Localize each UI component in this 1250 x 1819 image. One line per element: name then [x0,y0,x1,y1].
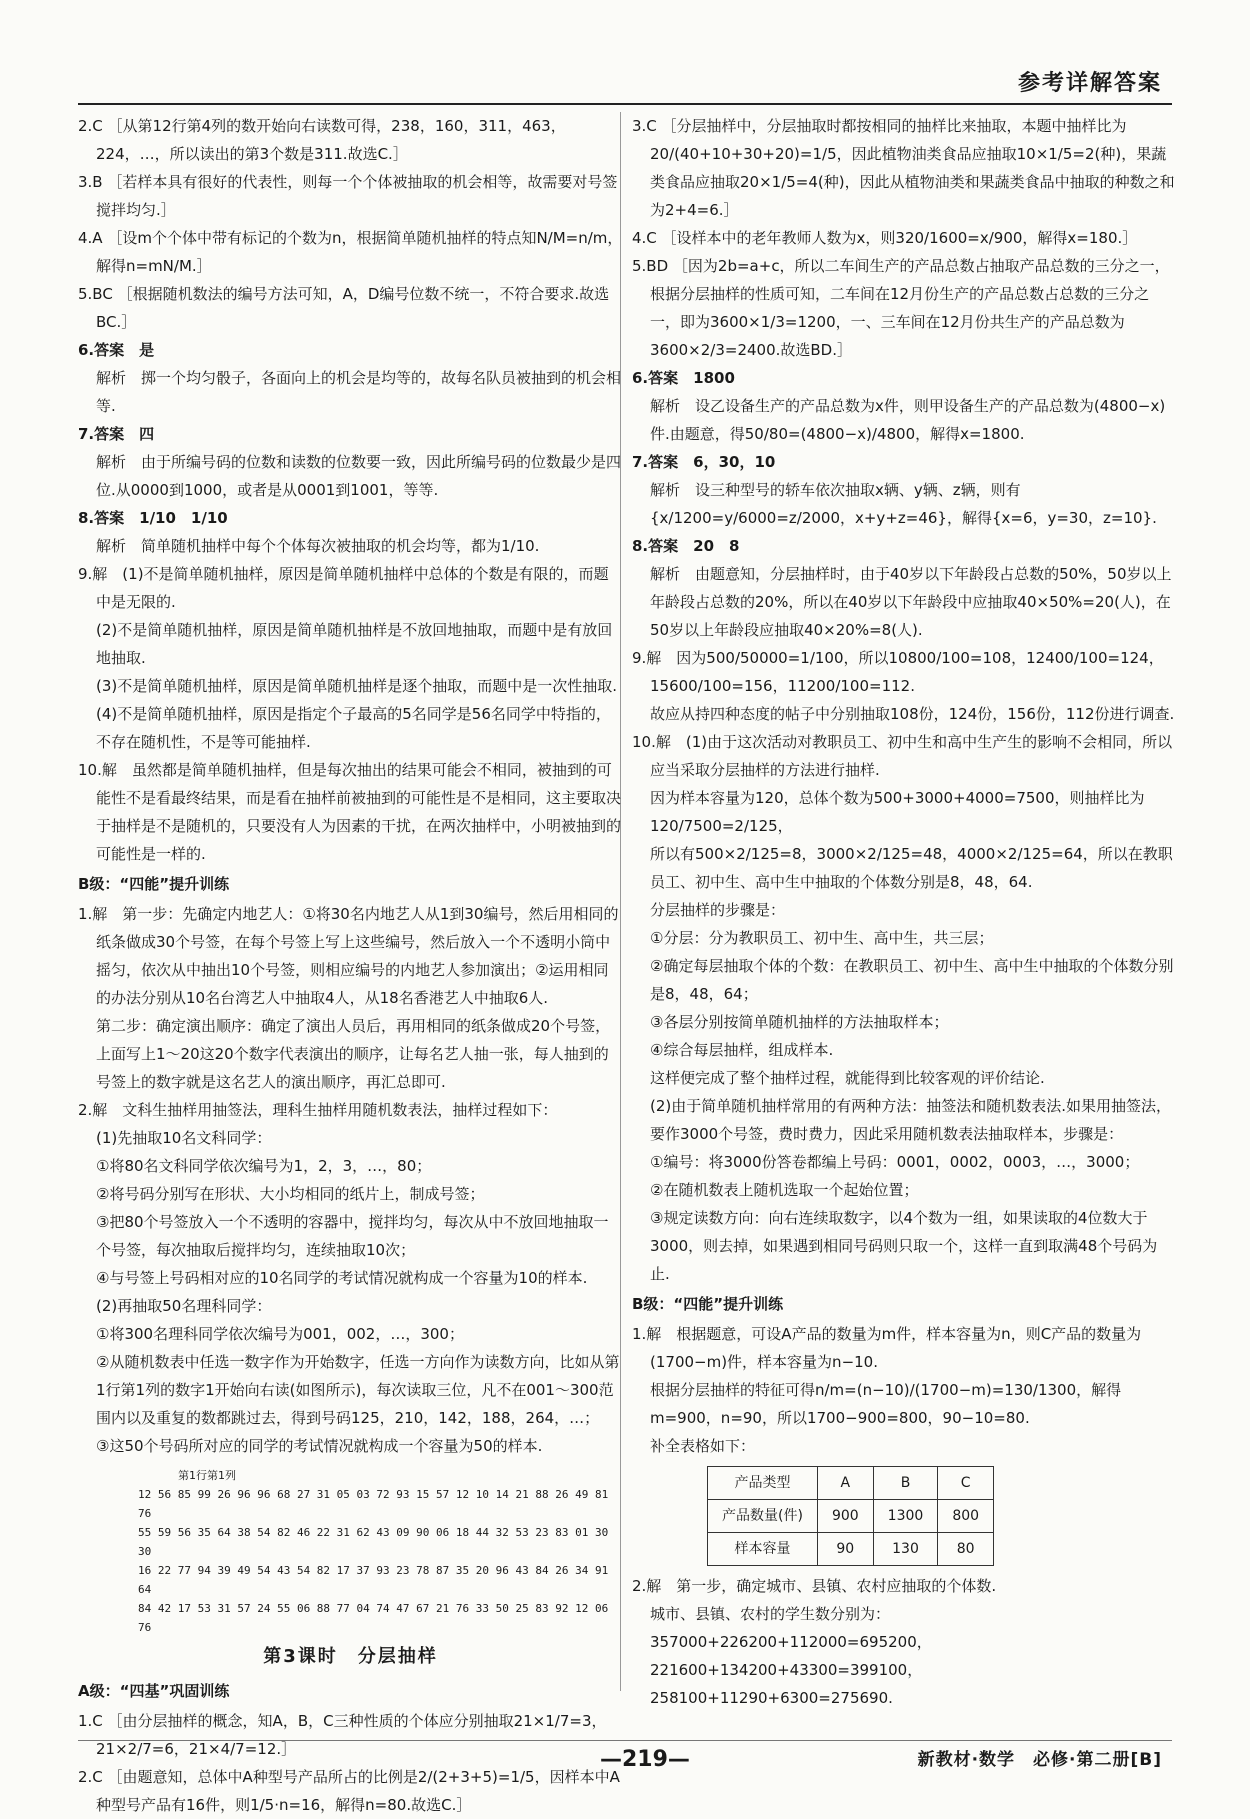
answer-line: ③规定读数方向：向右连续取数字，以4个数为一组，如果读取的4位数大于3000，则去掉，如果遇到相同号码则只取一个，这样一直到取满48个号码为止. [650,1209,1158,1283]
answer-line: 解析 设三种型号的轿车依次抽取x辆、y辆、z辆，则有{x/1200=y/6000=z/2000，x+y+z=46}，解得{x=6，y=30，z=10}. [650,481,1157,527]
answer-line: 2.解 文科生抽样用抽签法，理科生抽样用随机数表法，抽样过程如下： [78,1101,558,1119]
answer-line: 1.解 根据题意，可设A产品的数量为m件，样本容量为n，则C产品的数量为(1700−m)件，样本容量为n−10. [632,1325,1142,1371]
answer-line: ①将300名理科同学依次编号为001，002，…，300； [96,1325,464,1343]
book-title: 新教材·数学 必修·第二册[B] [917,1750,1162,1770]
answer-line: 221600+134200+43300=399100， [650,1661,923,1679]
answer-line: 分层抽样的步骤是： [650,901,786,919]
answer-line: 7.答案 6，30，10 [632,453,776,471]
table-cell: 900 [817,1500,873,1533]
random-table-label: 第1行第1列 [178,1469,236,1482]
footer-rule [78,1740,1172,1741]
answer-line: ②确定每层抽取个体的个数：在教职员工、初中生、高中生中抽取的个体数分别是8，48，64； [650,957,1174,1003]
answer-line: 10.解 虽然都是简单随机抽样，但是每次抽出的结果可能会不相同，被抽到的可能性不是看最终结果，而是看在抽样前被抽到的可能性是不是相同，这主要取决于抽样是不是随机的，只要没有人为因素的干扰，在两次抽样中，小明被抽到的可能性是一样的. [78,761,622,863]
answer-line: 8.答案 20 8 [632,537,740,555]
table-header-cell: B [873,1467,938,1500]
answer-line: ①将80名文科同学依次编号为1，2，3，…，80； [96,1157,432,1175]
answer-line: 补全表格如下： [650,1437,756,1455]
random-table-row: 55 59 56 35 64 38 54 82 46 22 31 62 43 09 90 06 18 44 32 53 23 83 01 30 30 [138,1526,609,1558]
answer-line: 357000+226200+112000=695200， [650,1633,932,1651]
section-heading: A级：“四基”巩固训练 [78,1682,230,1700]
page-header-title: 参考详解答案 [1017,71,1162,96]
section-heading: B级：“四能”提升训练 [78,875,230,893]
answer-line: (2)由于简单随机抽样常用的有两种方法：抽签法和随机数表法.如果用抽签法，要作3000个号签，费时费力，因此采用随机数表法抽取样本，步骤是： [650,1097,1172,1143]
answer-line: 258100+11290+6300=275690. [650,1689,893,1707]
answer-line: 2.C ［由题意知，总体中A种型号产品所占的比例是2/(2+3+5)=1/5，因样本中A种型号产品有16件，则1/5·n=16，解得n=80.故选C.］ [78,1768,620,1814]
table-header-cell: A [817,1467,873,1500]
answer-line: 7.答案 四 [78,425,155,443]
answer-line: 城市、县镇、农村的学生数分别为： [650,1605,891,1623]
answer-line: 解析 由于所编号码的位数和读数的位数要一致，因此所编号码的位数最少是四位.从0000到1000，或者是从0001到1001，等等. [96,453,622,499]
random-table-row: 16 22 77 94 39 49 54 43 54 82 17 37 93 23 78 87 35 20 96 43 84 26 34 91 64 [138,1564,609,1596]
answer-line: 解析 设乙设备生产的产品总数为x件，则甲设备生产的产品总数为(4800−x)件.由题意，得50/80=(4800−x)/4800，解得x=1800. [650,397,1166,443]
answer-line: 解析 由题意知，分层抽样时，由于40岁以下年龄段占总数的50%，50岁以上年龄段占总数的20%，所以在40岁以下年龄段中应抽取40×50%=20(人)，在50岁以上年龄段应抽取40×20%=8(人). [650,565,1172,639]
answer-line: (2)再抽取50名理科同学： [96,1297,272,1315]
answer-line: ②在随机数表上随机选取一个起始位置； [650,1181,919,1199]
answer-line: 1.C ［由分层抽样的概念，知A，B，C三种性质的个体应分别抽取21×1/7=3，21×2/7=6，21×4/7=12.］ [78,1712,607,1758]
table-header-cell: C [938,1467,994,1500]
answer-line: ③把80个号签放入一个不透明的容器中，搅拌均匀，每次从中不放回地抽取一个号签，每次抽取后搅拌均匀，连续抽取10次； [96,1213,609,1259]
right-answers-c [632,1572,1177,1712]
answer-line: 4.A ［设m个个体中带有标记的个数为n，根据简单随机抽样的特点知N/M=n/m，解得n=mN/M.］ [78,229,623,275]
answer-line: 故应从持四种态度的帖子中分别抽取108份，124份，156份，112份进行调查. [650,705,1175,723]
answer-line: 解析 掷一个均匀骰子，各面向上的机会是均等的，故每名队员被抽到的机会相等. [96,369,622,415]
answer-line: ①编号：将3000份答卷都编上号码：0001，0002，0003，…，3000； [650,1153,1140,1171]
answer-line: 9.解 因为500/50000=1/100，所以10800/100=108，12400/100=124，15600/100=156，11200/100=112. [632,649,1164,695]
right-column [632,112,1177,1712]
answer-line: 根据分层抽样的特征可得n/m=(n−10)/(1700−m)=130/1300，解得m=900，n=90，所以1700−900=800，90−10=80. [650,1381,1122,1427]
answer-line: ④综合每层抽样，组成样本. [650,1041,834,1059]
table-cell: 样本容量 [708,1533,818,1566]
answer-line: 5.BC ［根据随机数法的编号方法可知，A，D编号位数不统一，不符合要求.故选BC.］ [78,285,610,331]
answer-line: 6.答案 1800 [632,369,735,387]
answer-line: ②从随机数表中任选一数字作为开始数字，任选一方向作为读数方向，比如从第1行第1列的数字1开始向右读(如图所示)，每次读取三位，凡不在001～300范围内以及重复的数都跳过去，得到号码125，210，142，188，264，…； [96,1353,620,1427]
answer-line: 第二步：确定演出顺序：确定了演出人员后，再用相同的纸条做成20个号签，上面写上1～20这20个数字代表演出的顺序，让每名艺人抽一张，每人抽到的号签上的数字就是这名艺人的演出顺序，再汇总即可. [96,1017,611,1091]
answer-line: 9.解 (1)不是简单随机抽样，原因是简单随机抽样中总体的个数是有限的，而题中是无限的. [78,565,609,611]
table-row [708,1533,994,1566]
answer-line: (1)先抽取10名文科同学： [96,1129,272,1147]
table-cell: 90 [817,1533,873,1566]
answer-line: 解析 简单随机抽样中每个个体每次被抽取的机会均等，都为1/10. [96,537,540,555]
table-header-row [708,1467,994,1500]
answer-line: (2)不是简单随机抽样，原因是简单随机抽样是不放回地抽取，而题中是有放回地抽取. [96,621,613,667]
answer-line: 8.答案 1/10 1/10 [78,509,228,527]
left-answers-b [78,900,623,1460]
random-number-table [138,1466,623,1637]
answer-line: 这样便完成了整个抽样过程，就能得到比较客观的评价结论. [650,1069,1045,1087]
left-column [78,112,623,1819]
product-table [707,1466,994,1566]
answer-line: 3.B ［若样本具有很好的代表性，则每一个个体被抽取的机会相等，故需要对号签搅拌均匀.］ [78,173,618,219]
left-answers-a [78,112,623,868]
answer-line: ③各层分别按简单随机抽样的方法抽取样本； [650,1013,949,1031]
table-cell: 1300 [873,1500,938,1533]
table-header-cell: 产品类型 [708,1467,818,1500]
answer-line: 10.解 (1)由于这次活动对教职员工、初中生和高中生产生的影响不会相同，所以应当采取分层抽样的方法进行抽样. [632,733,1173,779]
answer-line: 所以有500×2/125=8，3000×2/125=48，4000×2/125=64，所以在教职员工、初中生、高中生中抽取的个体数分别是8，48，64. [650,845,1173,891]
page-number: —219— [600,1747,690,1772]
answer-line: ②将号码分别写在形状、大小均相同的纸片上，制成号签； [96,1185,485,1203]
answer-line: 6.答案 是 [78,341,155,359]
section-heading: B级：“四能”提升训练 [632,1295,784,1313]
table-cell: 130 [873,1533,938,1566]
header-rule [78,103,1172,105]
answer-line: 2.C ［从第12行第4列的数开始向右读数可得，238，160，311，463，224，…，所以读出的第3个数是311.故选C.］ [78,117,566,163]
answer-line: (3)不是简单随机抽样，原因是简单随机抽样是逐个抽取，而题中是一次性抽取. [96,677,618,695]
table-row [708,1500,994,1533]
table-cell: 800 [938,1500,994,1533]
answer-line: 4.C ［设样本中的老年教师人数为x，则320/1600=x/900，解得x=180.］ [632,229,1138,247]
answer-line: ①分层：分为教职员工、初中生、高中生，共三层； [650,929,994,947]
answer-line: 因为样本容量为120，总体个数为500+3000+4000=7500，则抽样比为120/7500=2/125， [650,789,1145,835]
table-cell: 80 [938,1533,994,1566]
random-table-row: 84 42 17 53 31 57 24 55 06 88 77 04 74 47 67 21 76 33 50 25 83 92 12 06 76 [138,1602,609,1634]
answer-line: 3.C ［分层抽样中，分层抽取时都按相同的抽样比来抽取，本题中抽样比为20/(40+10+30+20)=1/5，因此植物油类食品应抽取10×1/5=2(种)，果蔬类食品应抽取20×1/5=4(种)，因此从植物油类和果蔬类食品中抽取的种数之和为2+4=6.］ [632,117,1175,219]
lesson-title: 第3课时 分层抽样 [263,1646,438,1667]
left-answers-c [78,1707,623,1819]
random-table-row: 12 56 85 99 26 96 96 68 27 31 05 03 72 93 15 57 12 10 14 21 88 26 49 81 76 [138,1488,609,1520]
answer-line: 5.BD ［因为2b=a+c，所以二车间生产的产品总数占抽取产品总数的三分之一，根据分层抽样的性质可知，二车间在12月份生产的产品总数占总数的三分之一，即为3600×1/3=1200，一、三车间在12月份共生产的产品总数为3600×2/3=2400.故选BD.］ [632,257,1170,359]
answer-line: (4)不是简单随机抽样，原因是指定个子最高的5名同学是56名同学中特指的，不存在随机性，不是等可能抽样. [96,705,611,751]
answer-line: ③这50个号码所对应的同学的考试情况就构成一个容量为50的样本. [96,1437,543,1455]
right-answers-a [632,112,1177,1288]
answer-line: ④与号签上号码相对应的10名同学的考试情况就构成一个容量为10的样本. [96,1269,588,1287]
table-cell: 产品数量(件) [708,1500,818,1533]
answer-line: 1.解 第一步：先确定内地艺人：①将30名内地艺人从1到30编号，然后用相同的纸条做成30个号签，在每个号签上写上这些编号，然后放入一个不透明小筒中摇匀，依次从中抽出10个号签，则相应编号的内地艺人参加演出；②运用相同的办法分别从10名台湾艺人中抽取4人，从18名香港艺人中抽取6人. [78,905,619,1007]
right-answers-b [632,1320,1177,1460]
answer-line: 2.解 第一步，确定城市、县镇、农村应抽取的个体数. [632,1577,997,1595]
